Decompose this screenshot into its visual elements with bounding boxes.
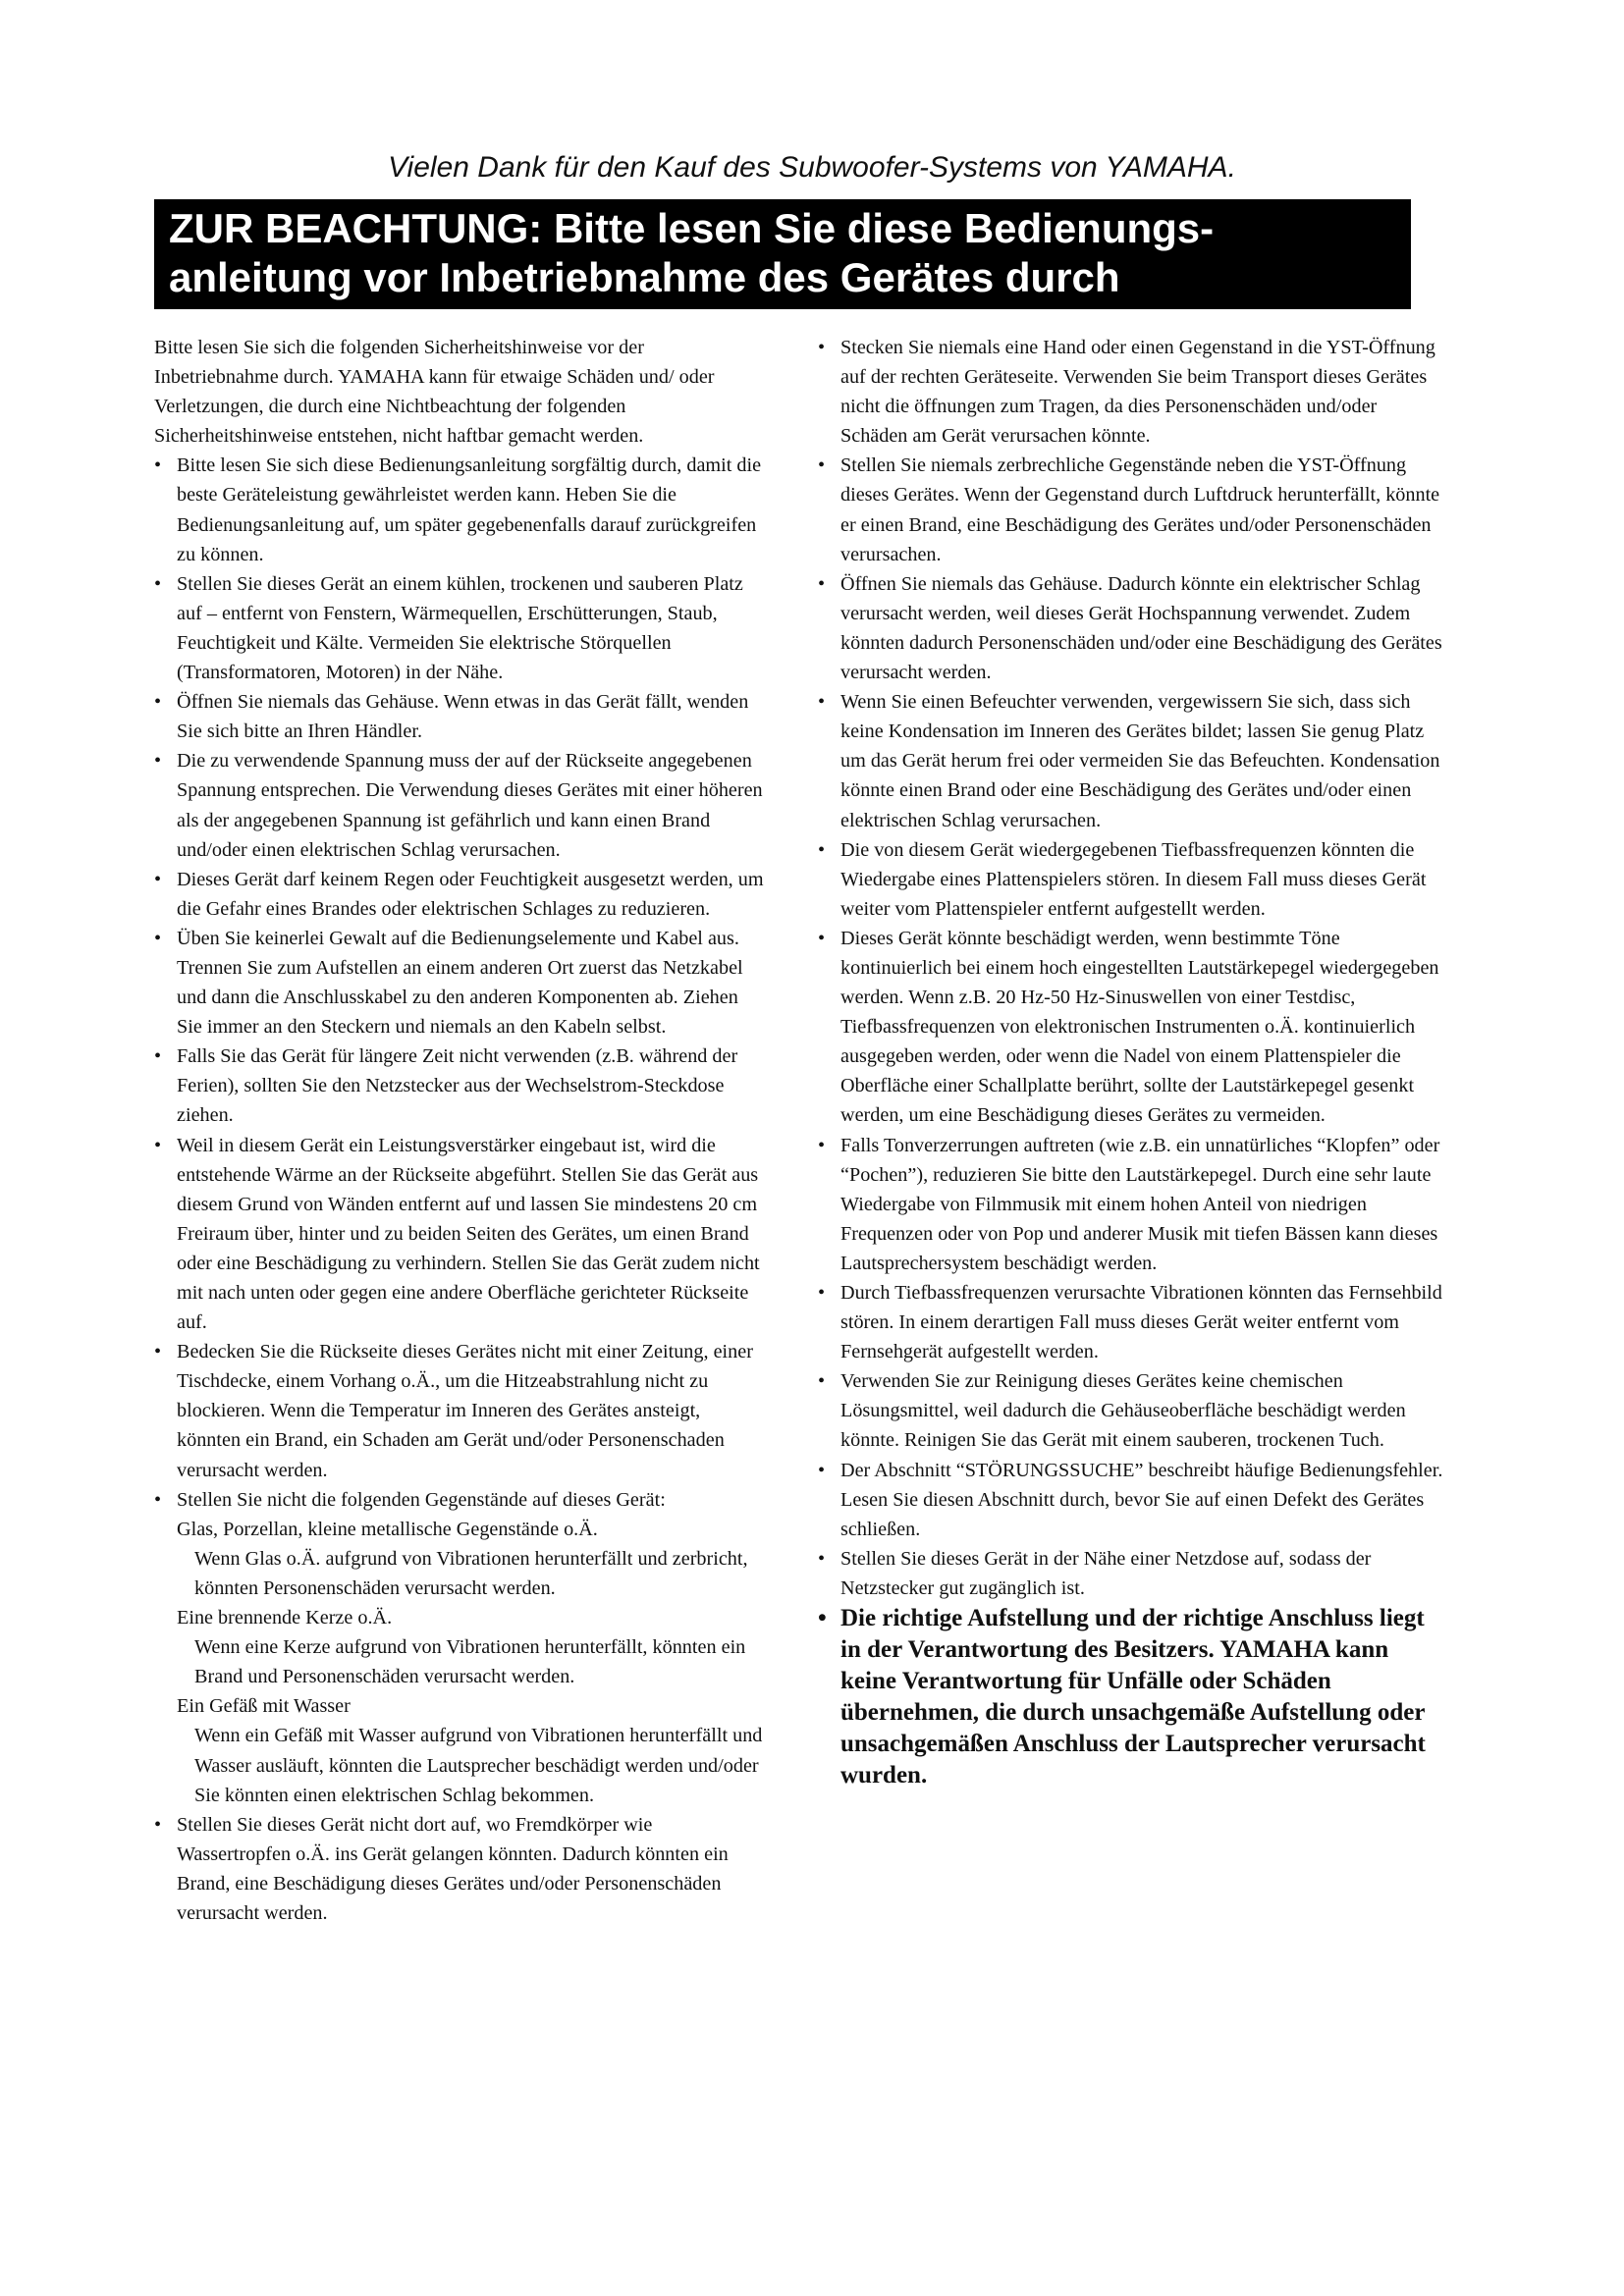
safety-item: • Stellen Sie dieses Gerät in der Nähe einer Netzdose auf, sodass der Netzstecker gut zugänglich ist. [818,1544,1446,1603]
objects-glass-title: Glas, Porzellan, kleine metallische Gegenstände o.Ä. [177,1518,598,1540]
right-safety-list [818,333,1446,1791]
objects-water-text: Wenn ein Gefäß mit Wasser aufgrund von Vibrationen herunterfällt und Wasser ausläuft, könnten die Lautsprecher beschädigt werden und/oder Sie könnten einen elektrischen Schlag bekommen. [194,1725,763,1806]
safety-item: • Die von diesem Gerät wiedergegebenen Tiefbassfrequenzen könnten die Wiedergabe eines Plattenspielers stören. In diesem Fall muss dieses Gerät weiter vom Plattenspieler entfernt aufgestellt werden. [818,835,1446,924]
safety-item: • Stellen Sie dieses Gerät nicht dort auf, wo Fremdkörper wie Wassertropfen o.Ä. ins Gerät gelangen könnten. Dadurch könnten ein Brand, eine Beschädigung dieses Gerätes und/oder Personenschäden verursacht werden. [154,1810,768,1928]
objects-candle-title: Eine brennende Kerze o.Ä. [177,1607,393,1629]
warning-title-line-1: ZUR BEACHTUNG: Bitte lesen Sie diese Bedienungs- [169,205,1215,251]
safety-item: • Verwenden Sie zur Reinigung dieses Gerätes keine chemischen Lösungsmittel, weil dadurch die Gehäuseoberfläche beschädigt werden könnte. Reinigen Sie das Gerät mit einem sauberen, trockenen Tuch. [818,1366,1446,1455]
responsibility-note: • Die richtige Aufstellung und der richtige Anschluss liegt in der Verantwortung des Besitzers. YAMAHA kann keine Verantwortung für Unfälle oder Schäden übernehmen, die durch unsachgemäße Aufstellung oder unsachgemäßen Anschluss der Lautsprecher verursacht wurden. [818,1603,1446,1791]
safety-item: • Bitte lesen Sie sich diese Bedienungsanleitung sorgfältig durch, damit die beste Geräteleistung gewährleistet werden kann. Heben Sie die Bedienungsanleitung auf, um später gegebenenfalls darauf zurückgreifen zu können. [154,451,768,568]
safety-item: • Stellen Sie dieses Gerät an einem kühlen, trockenen und sauberen Platz auf – entfernt von Fenstern, Wärmequellen, Erschütterungen, Staub, Feuchtigkeit und Kälte. Vermeiden Sie elektrische Störquellen (Transformatoren, Motoren) in der Nähe. [154,569,768,687]
safety-item: • Weil in diesem Gerät ein Leistungsverstärker eingebaut ist, wird die entstehende Wärme an der Rückseite abgeführt. Stellen Sie das Gerät aus diesem Grund von Wänden entfernt auf und lassen Sie mindestens 20 cm Freiraum über, hinter und zu beiden Seiten des Gerätes, um einen Brand oder eine Beschädigung zu verhindern. Stellen Sie das Gerät zudem nicht mit nach unten oder gegen eine andere Oberfläche gerichteter Rückseite auf. [154,1131,768,1338]
thanks-line: Vielen Dank für den Kauf des Subwoofer-Systems von YAMAHA. [388,151,1236,184]
safety-item: • Wenn Sie einen Befeuchter verwenden, vergewissern Sie sich, dass sich keine Kondensation im Inneren des Gerätes bildet; lassen Sie genug Platz um das Gerät herum frei oder vermeiden Sie das Befeuchten. Kondensation könnte einen Brand oder eine Beschädigung des Gerätes und/oder einen elektrischen Schlag verursachen. [818,687,1446,834]
safety-item: • Die zu verwendende Spannung muss der auf der Rückseite angegebenen Spannung entsprechen. Die Verwendung dieses Gerätes mit einer höheren als der angegebenen Spannung ist gefährlich und kann einen Brand und/oder einen elektrischen Schlag verursachen. [154,746,768,864]
left-safety-list [154,451,768,1928]
safety-item-objects [154,1485,768,1810]
safety-item: • Bedecken Sie die Rückseite dieses Gerätes nicht mit einer Zeitung, einer Tischdecke, einem Vorhang o.Ä., um die Hitzeabstrahlung nicht zu blockieren. Wenn die Temperatur im Inneren des Gerätes ansteigt, könnten ein Brand, ein Schaden am Gerät und/oder Personenschaden verursacht werden. [154,1337,768,1484]
safety-item: • Öffnen Sie niemals das Gehäuse. Dadurch könnte ein elektrischer Schlag verursacht werden, weil dieses Gerät Hochspannung verwendet. Zudem könnten dadurch Personenschäden und/oder eine Beschädigung des Gerätes verursacht werden. [818,569,1446,687]
warning-title-line-2: anleitung vor Inbetriebnahme des Gerätes durch [169,254,1120,300]
safety-item: • Dieses Gerät könnte beschädigt werden, wenn bestimmte Töne kontinuierlich bei einem hoch eingestellten Lautstärkepegel wiedergegeben werden. Wenn z.B. 20 Hz-50 Hz-Sinuswellen von einer Testdisc, Tiefbassfrequenzen von elektronischen Instrumenten o.Ä. kontinuierlich ausgegeben werden, oder wenn die Nadel von einem Plattenspieler die Oberfläche einer Schallplatte berührt, sollte der Lautstärkepegel gesenkt werden, um eine Beschädigung dieses Gerätes zu vermeiden. [818,924,1446,1131]
objects-candle-text: Wenn eine Kerze aufgrund von Vibrationen herunterfällt, könnten ein Brand und Personenschäden verursacht werden. [194,1636,746,1688]
safety-item: • Stecken Sie niemals eine Hand oder einen Gegenstand in die YST-Öffnung auf der rechten Geräteseite. Verwenden Sie beim Transport dieses Gerätes nicht die öffnungen zum Tragen, da dies Personenschäden und/oder Schäden am Gerät verursachen könnte. [818,333,1446,451]
objects-water-title: Ein Gefäß mit Wasser [177,1695,351,1718]
objects-glass-text: Wenn Glas o.Ä. aufgrund von Vibrationen herunterfällt und zerbricht, könnten Personenschäden verursacht werden. [194,1547,748,1599]
safety-intro: Bitte lesen Sie sich die folgenden Sicherheitshinweise vor der Inbetriebnahme durch. YAMAHA kann für etwaige Schäden und/ oder Verletzungen, die durch eine Nichtbeachtung der folgenden Sicherheitshinweise entstehen, nicht haftbar gemacht werden. [154,337,715,448]
objects-intro: • Stellen Sie nicht die folgenden Gegenstände auf dieses Gerät: [177,1488,666,1511]
safety-item: • Der Abschnitt “STÖRUNGSSUCHE” beschreibt häufige Bedienungsfehler. Lesen Sie diesen Abschnitt durch, bevor Sie auf einen Defekt des Gerätes schließen. [818,1456,1446,1544]
safety-item: • Durch Tiefbassfrequenzen verursachte Vibrationen könnten das Fernsehbild stören. In einem derartigen Fall muss dieses Gerät weiter entfernt vom Fernsehgerät aufgestellt werden. [818,1278,1446,1366]
left-column [154,333,768,1928]
safety-item: • Stellen Sie niemals zerbrechliche Gegenstände neben die YST-Öffnung dieses Gerätes. Wenn der Gegenstand durch Luftdruck herunterfällt, könnte er einen Brand, eine Beschädigung des Gerätes und/oder Personenschäden verursachen. [818,451,1446,568]
safety-item: • Öffnen Sie niemals das Gehäuse. Wenn etwas in das Gerät fällt, wenden Sie sich bitte an Ihren Händler. [154,687,768,746]
safety-item: • Dieses Gerät darf keinem Regen oder Feuchtigkeit ausgesetzt werden, um die Gefahr eines Brandes oder elektrischen Schlages zu reduzieren. [154,865,768,924]
right-column [818,333,1446,1791]
safety-item: • Falls Tonverzerrungen auftreten (wie z.B. ein unnatürliches “Klopfen” oder “Pochen”), reduzieren Sie bitte den Lautstärkepegel. Durch eine sehr laute Wiedergabe von Filmmusik mit einem hohen Anteil von niedrigen Frequenzen oder von Pop und anderer Musik mit tiefen Bässen kann dieses Lautsprechersystem beschädigt werden. [818,1131,1446,1278]
safety-item: • Üben Sie keinerlei Gewalt auf die Bedienungselemente und Kabel aus. Trennen Sie zum Aufstellen an einem anderen Ort zuerst das Netzkabel und dann die Anschlusskabel zu den anderen Komponenten ab. Ziehen Sie immer an den Steckern und niemals an den Kabeln selbst. [154,924,768,1041]
safety-item: • Falls Sie das Gerät für längere Zeit nicht verwenden (z.B. während der Ferien), sollten Sie den Netzstecker aus der Wechselstrom-Steckdose ziehen. [154,1041,768,1130]
warning-title-banner [154,199,1411,309]
